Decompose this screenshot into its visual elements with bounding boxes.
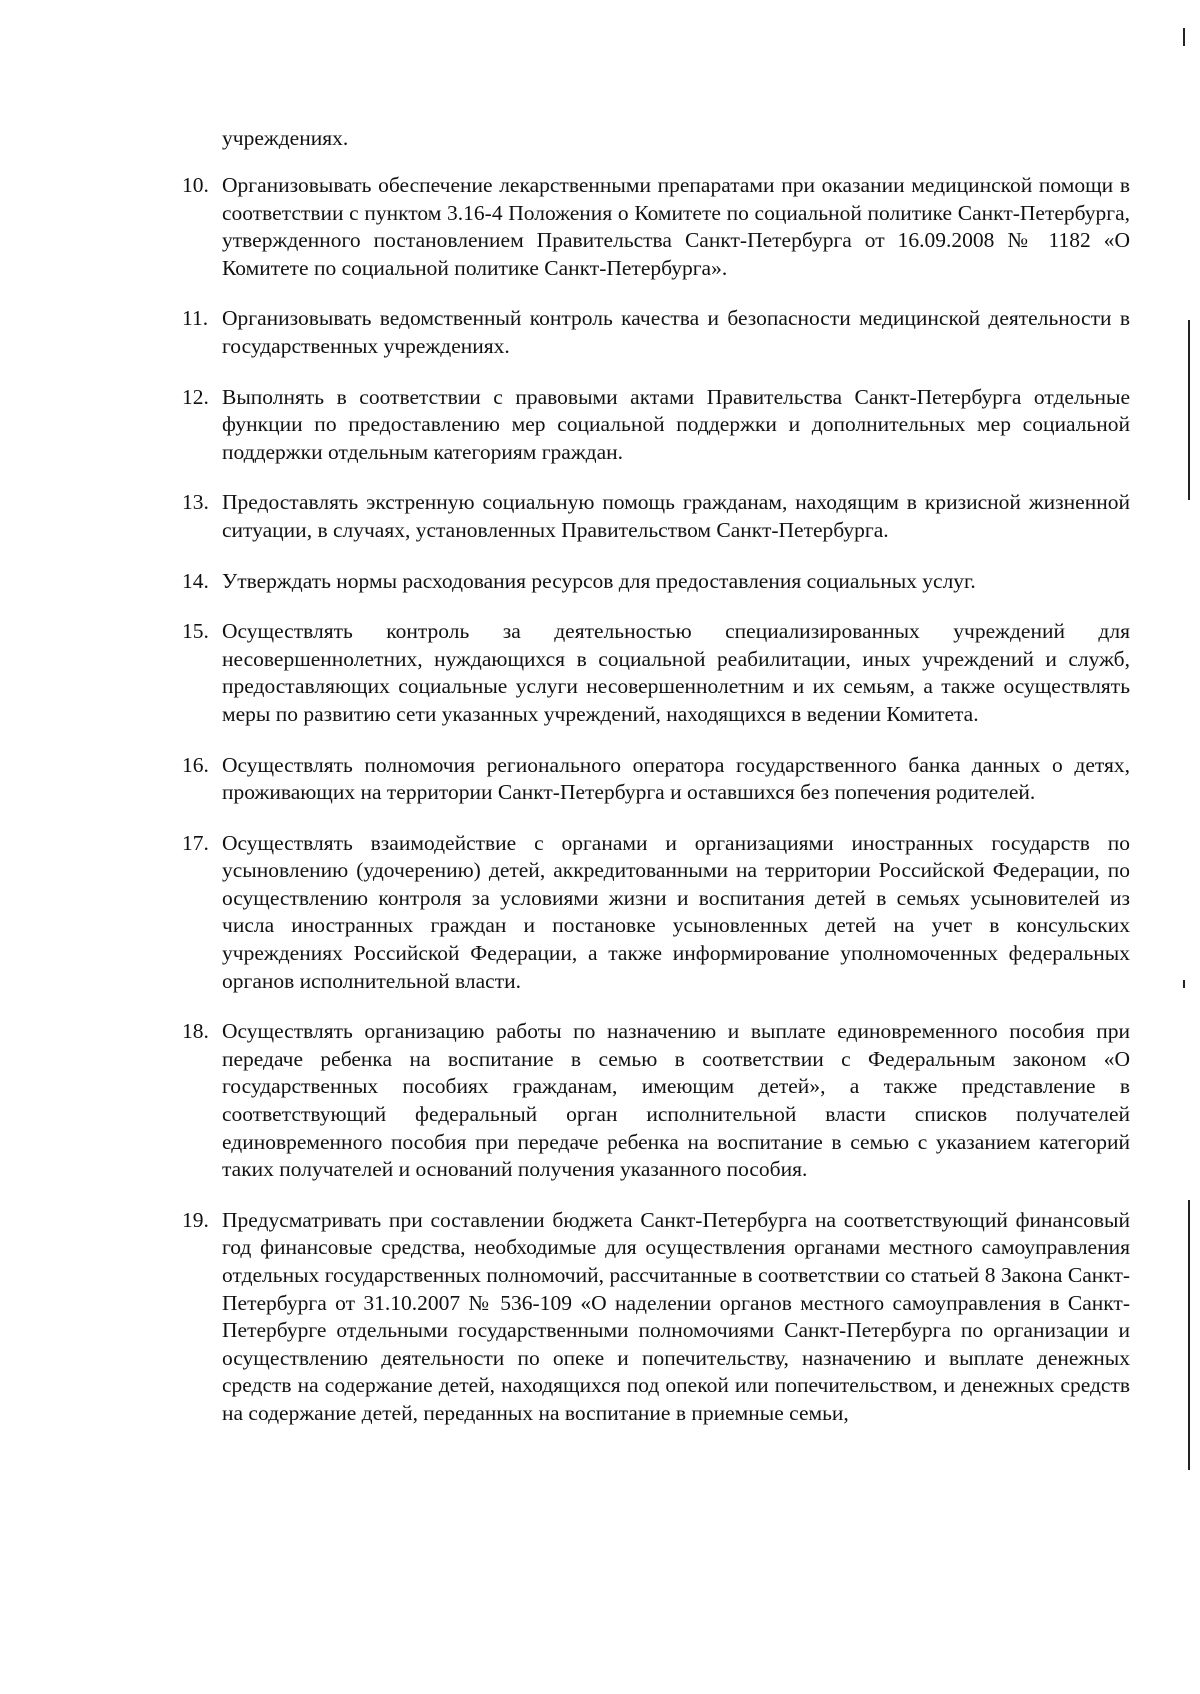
- item-text: Предоставлять экстренную социальную помощь гражданам, находящим в кризисной жизненной ситуации, в случаях, установленных Правительством Санкт-Петербурга.: [222, 490, 1130, 542]
- list-item: [182, 1018, 1130, 1184]
- list-item: [182, 384, 1130, 467]
- list-item: [182, 1207, 1130, 1428]
- item-number: 14.: [182, 568, 209, 593]
- item-number: 17.: [182, 830, 209, 855]
- list-item: [182, 752, 1130, 807]
- item-number: 10.: [182, 173, 209, 197]
- item-text: Организовывать обеспечение лекарственными препаратами при оказании медицинской помощи в соответствии с пунктом 3.16-4 Положения о Комитете по социальной политике Санкт-Петербурга, утвержденного постановлением Правительства Санкт-Петербурга от 16.09.2008 № 1182 «О Комитете по социальной политике Санкт-Петербурга».: [222, 173, 1130, 280]
- list-item: [182, 305, 1130, 360]
- item-text: Осуществлять контроль за деятельностью специализированных учреждений для несовершеннолетних, нуждающихся в социальной реабилитации, иных учреждений и служб, предоставляющих социальные услуги несовершеннолетним и их семьям, а также осуществлять меры по развитию сети указанных учреждений, находящихся в ведении Комитета.: [222, 619, 1130, 726]
- item-text: Утверждать нормы расходования ресурсов для предоставления социальных услуг.: [222, 568, 976, 593]
- item-number: 12.: [182, 384, 209, 409]
- item-number: 19.: [182, 1207, 209, 1232]
- item-number: 16.: [182, 752, 209, 777]
- continuation-text: учреждениях.: [222, 126, 349, 150]
- list-item: [182, 618, 1130, 728]
- list-item: [182, 172, 1130, 282]
- item-text: Предусматривать при составлении бюджета Санкт-Петербурга на соответствующий финансовый год финансовые средства, необходимые для осуществления органами местного самоуправления отдельных государственных полномочий, рассчитанные в соответствии со статьей 8 Закона Санкт-Петербурга от 31.10.2007 № 536-109 «О наделении органов местного самоуправления в Санкт-Петербурге отдельными государственными полномочиями Санкт-Петербурга по организации и осуществлению деятельности по опеке и попечительству, назначению и выплате денежных средств на содержание детей, находящихся под опекой или попечительством, и денежных средств на содержание детей, переданных на воспитание в приемные семьи,: [222, 1207, 1130, 1425]
- scan-edge-mark: [1183, 980, 1185, 988]
- item-text: Осуществлять организацию работы по назначению и выплате единовременного пособия при передаче ребенка на воспитание в семью в соответствии с Федеральным законом «О государственных пособиях гражданам, имеющим детей», а также представление в соответствующий федеральный орган исполнительной власти списков получателей единовременного пособия при передаче ребенка на воспитание в семью с указанием категорий таких получателей и оснований получения указанного пособия.: [222, 1019, 1130, 1182]
- item-text: Осуществлять взаимодействие с органами и организациями иностранных государств по усыновлению (удочерению) детей, аккредитованными на территории Российской Федерации, по осуществлению контроля за условиями жизни и воспитания детей в семьях усыновителей из числа иностранных граждан и постановке усыновленных детей на учет в консульских учреждениях Российской Федерации, а также информирование уполномоченных федеральных органов исполнительной власти.: [222, 830, 1130, 993]
- item-number: 15.: [182, 619, 209, 644]
- item-number: 13.: [182, 490, 209, 515]
- item-number: 11.: [182, 306, 209, 331]
- list-item: [182, 830, 1130, 996]
- numbered-list: [182, 172, 1130, 1451]
- list-item: [182, 568, 1130, 596]
- item-number: 18.: [182, 1019, 209, 1044]
- scan-edge-mark: [1188, 320, 1190, 500]
- list-item: [182, 489, 1130, 544]
- item-text: Осуществлять полномочия регионального оператора государственного банка данных о детях, проживающих на территории Санкт-Петербурга и оставшихся без попечения родителей.: [222, 752, 1130, 805]
- scan-edge-mark: [1188, 1200, 1190, 1470]
- item-text: Выполнять в соответствии с правовыми актами Правительства Санкт-Петербурга отдельные функции по предоставлению мер социальной поддержки и дополнительных мер социальной поддержки отдельным категориям граждан.: [222, 384, 1130, 464]
- item-text: Организовывать ведомственный контроль качества и безопасности медицинской деятельности в государственных учреждениях.: [222, 306, 1130, 358]
- scan-edge-mark: [1183, 28, 1185, 46]
